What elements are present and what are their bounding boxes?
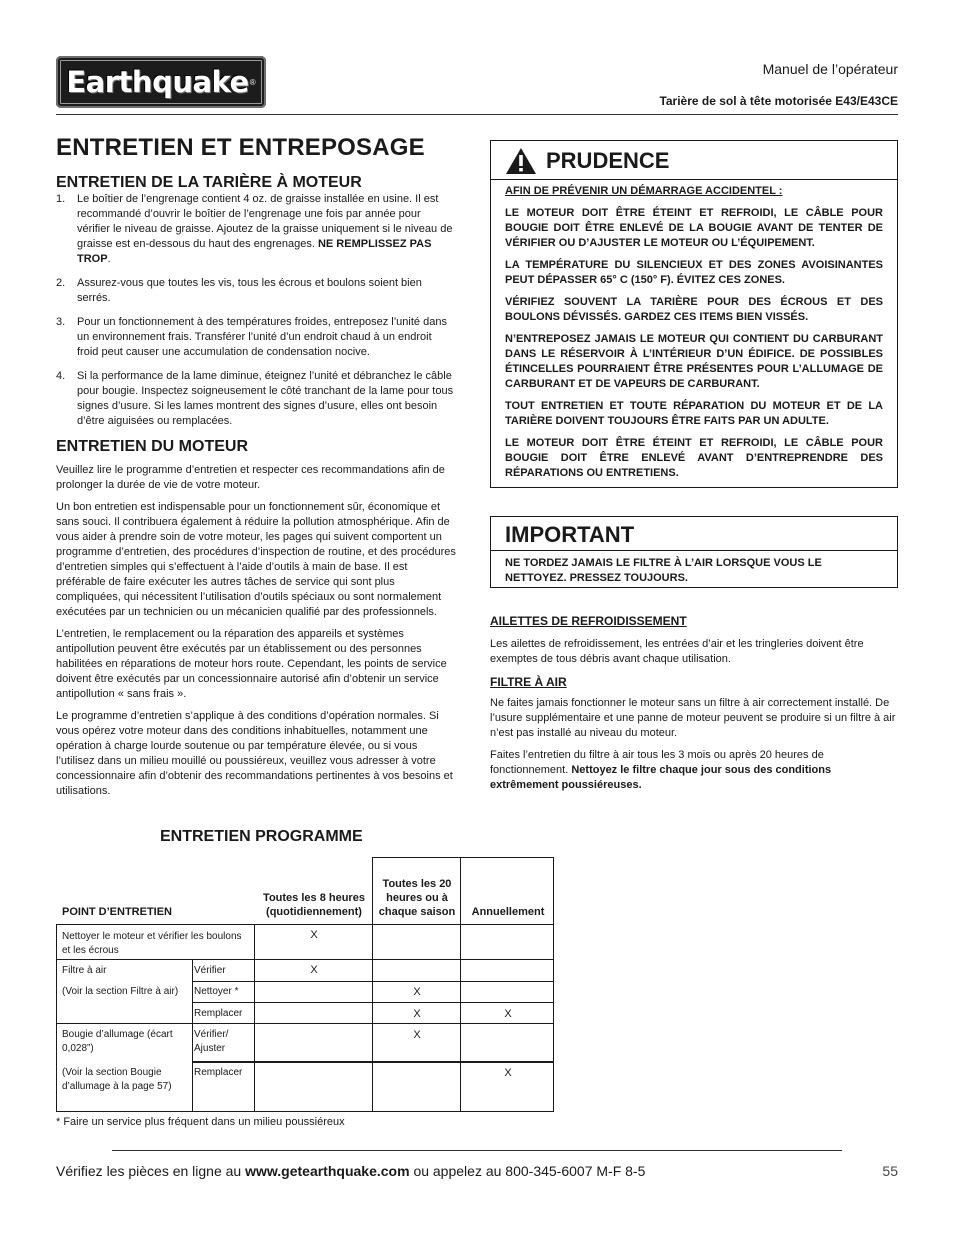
table-rule bbox=[372, 857, 373, 1112]
caution-intro: AFIN DE PRÉVENIR UN DÉMARRAGE ACCIDENTEL : bbox=[505, 185, 783, 197]
caution-paragraph: LE MOTEUR DOIT ÊTRE ÉTEINT ET REFROIDI, LE CÂBLE POUR BOUGIE DOIT ÊTRE ENLEVÉ AVANT D’ENTREPRENDRE DES RÉPARATIONS OU ENTRETIENS. bbox=[505, 437, 883, 479]
list-item: 3. Pour un fonctionnement à des températures froides, entreposez l’unité dans un environnement frais. Transférer l’unité d’un endroit chaud à un endroit froid peut causer une accumulation de condensation nocive. bbox=[56, 316, 447, 358]
mark-x: X bbox=[310, 929, 318, 941]
schedule-table bbox=[56, 857, 554, 1113]
fins-heading: AILETTES DE REFROIDISSEMENT bbox=[490, 614, 687, 628]
footer-text bbox=[56, 1163, 645, 1179]
important-text: NE TORDEZ JAMAIS LE FILTRE À L’AIR LORSQUE VOUS LE NETTOYEZ. PRESSEZ TOUJOURS. bbox=[505, 557, 822, 584]
caution-paragraph: LE MOTEUR DOIT ÊTRE ÉTEINT ET REFROIDI, LE CÂBLE POUR BOUGIE DOIT ÊTRE ENLEVÉ DE LA BOUGIE AVANT DE TENTER DE VÉRIFIER OU D’AJUSTER LE MOTEUR OU L’ÉQUIPEMENT. bbox=[505, 207, 883, 249]
page-number: 55 bbox=[882, 1163, 898, 1179]
table-rule bbox=[192, 959, 193, 1112]
caution-paragraph: LA TEMPÉRATURE DU SILENCIEUX ET DES ZONES AVOISINANTES PEUT DÉPASSER 65° C (150° F). ÉVITEZ CES ZONES. bbox=[505, 259, 883, 286]
caution-box bbox=[490, 140, 898, 488]
filter-section bbox=[490, 696, 900, 800]
mark-x: X bbox=[413, 1008, 421, 1020]
table-rule bbox=[192, 981, 554, 982]
row-spark-plug-ref: (Voir la section Bougie d’allumage à la page 57) bbox=[62, 1067, 172, 1092]
auger-heading: ENTRETIEN DE LA TARIÈRE À MOTEUR bbox=[56, 174, 362, 191]
earthquake-logo bbox=[56, 56, 266, 108]
mark-x: X bbox=[504, 1067, 512, 1079]
header-annual: Annuellement bbox=[471, 906, 545, 918]
table-footnote: * Faire un service plus fréquent dans un milieu poussiéreux bbox=[56, 1116, 345, 1128]
header-8h: Toutes les 8 heures (quotidiennement) bbox=[263, 892, 365, 918]
engine-paragraph: L’entretien, le remplacement ou la réparation des appareils et systèmes antipollution peuvent être exécutés par un établissement ou des personnes habilitées en réparations de moteur hors route. Cependant, les points de service doivent être exécutés par un concessionnaire autorisé afin d’obtenir un service antipollution « sans frais ». bbox=[56, 628, 447, 700]
caution-paragraph: VÉRIFIEZ SOUVENT LA TARIÈRE POUR DES ÉCROUS ET DES BOULONS DÉVISSÉS. GARDEZ CES ITEMS BIEN VISSÉS. bbox=[505, 296, 883, 323]
row-clean-engine: Nettoyer le moteur et vérifier les boulons et les écrous bbox=[62, 931, 242, 956]
auger-list bbox=[56, 192, 456, 429]
filter-heading: FILTRE À AIR bbox=[490, 675, 567, 689]
registered-mark-icon: ® bbox=[249, 77, 256, 87]
footer-divider bbox=[112, 1150, 842, 1151]
product-title: Tarière de sol à tête motorisée E43/E43CE bbox=[659, 94, 898, 108]
mark-x: X bbox=[310, 964, 318, 976]
engine-paragraph: Un bon entretien est indispensable pour un fonctionnement sûr, économique et sans souci. Il contribuera également à réduire la pollution atmosphérique. Afin de vous aider à prendre soin de votre moteur, les pages qui suivent comportent un programme d’entretien, des procédures d’inspection de routine, et des procédures d’entretien simples qui s’effectuent à l’aide d’outils à main de base. Il est préférable de faire exécuter les autres tâches de service qui sont plus compliquées, qui nécessitent l’utilisation d’outils spéciaux ou sont normalement exécutées par un technicien ou un mécanicien qualifié par des professionnels. bbox=[56, 501, 456, 618]
engine-heading: ENTRETIEN DU MOTEUR bbox=[56, 438, 248, 455]
task-replace-plug: Remplacer bbox=[194, 1067, 243, 1078]
manual-label: Manuel de l’opérateur bbox=[762, 61, 898, 77]
table-rule bbox=[56, 924, 554, 925]
row-air-filter-ref: (Voir la section Filtre à air) bbox=[62, 986, 179, 997]
header-20h: Toutes les 20 heures ou à chaque saison bbox=[378, 878, 456, 918]
filter-paragraph: Ne faites jamais fonctionner le moteur sans un filtre à air correctement installé. De l’usure supplémentaire et une panne de moteur peuvent se produire si un filtre à air n’est pas installé au niveau du moteur. bbox=[490, 697, 896, 739]
table-rule bbox=[553, 857, 554, 1112]
logo-text: Earthquake bbox=[66, 65, 249, 99]
table-rule bbox=[56, 924, 57, 1112]
list-item: 2. Assurez-vous que toutes les vis, tous les écrous et boulons soient bien serrés. bbox=[56, 277, 422, 304]
task-verify: Vérifier bbox=[194, 965, 226, 976]
table-rule bbox=[192, 1061, 554, 1063]
task-clean: Nettoyer * bbox=[194, 986, 239, 997]
mark-x: X bbox=[504, 1008, 512, 1020]
important-title: IMPORTANT bbox=[505, 522, 635, 547]
list-item: 4. Si la performance de la lame diminue, éteignez l’unité et débranchez le câble pour bougie. Inspectez soigneusement le côté tranchant de la lame pour tous signes d’usure. Si les lames montrent des signes d’usure, elles ont besoin d’être aiguisées ou remplacées. bbox=[56, 370, 454, 427]
fins-text: Les ailettes de refroidissement, les entrées d’air et les tringleries doivent être exemptes de tous débris avant chaque utilisation. bbox=[490, 638, 864, 665]
table-rule bbox=[372, 857, 554, 858]
footer-prefix: Vérifiez les pièces en ligne au bbox=[56, 1163, 242, 1179]
important-box bbox=[490, 516, 898, 588]
table-rule bbox=[56, 959, 554, 960]
warning-triangle-icon bbox=[505, 147, 537, 175]
table-rule bbox=[56, 1023, 554, 1024]
page-title: ENTRETIEN ET ENTREPOSAGE bbox=[56, 134, 425, 161]
schedule-title: ENTRETIEN PROGRAMME bbox=[160, 828, 363, 845]
header-divider bbox=[56, 114, 898, 115]
caution-paragraph: TOUT ENTRETIEN ET TOUTE RÉPARATION DU MOTEUR ET DE LA TARIÈRE DOIVENT TOUJOURS ÊTRE FAITS PAR UN ADULTE. bbox=[505, 400, 883, 427]
table-rule bbox=[254, 924, 255, 1112]
table-rule bbox=[192, 1002, 554, 1003]
footer-suffix: ou appelez au 800-345-6007 M-F 8-5 bbox=[413, 1163, 646, 1179]
table-rule bbox=[460, 857, 461, 1112]
footer-url-link[interactable]: www.getearthquake.com bbox=[245, 1163, 410, 1179]
mark-x: X bbox=[413, 1029, 421, 1041]
engine-section bbox=[56, 463, 456, 806]
caution-title: PRUDENCE bbox=[546, 148, 670, 173]
auger-section bbox=[56, 192, 456, 438]
list-item: 1. Le boîtier de l’engrenage contient 4 oz. de graisse installée en usine. Il est recommandé d’ouvrir le boîtier de l’engrenage une fois par année pour vérifier le niveau de graisse. Ajoutez de la graisse uniquement si le niveau de graisse est en-dessous du haut des engrenages. NE REMPLISSEZ PAS TROP. bbox=[56, 193, 453, 265]
caution-title-row bbox=[491, 141, 897, 179]
row-spark-plug: Bougie d’allumage (écart 0,028”) bbox=[62, 1029, 173, 1054]
table-rule bbox=[56, 1111, 554, 1112]
caution-paragraph: N’ENTREPOSEZ JAMAIS LE MOTEUR QUI CONTIENT DU CARBURANT DANS LE RÉSERVOIR À L’INTÉRIEUR D’UN ÉDIFICE. DE POSSIBLES ÉTINCELLES POURRAIENT ÊTRE PRÉSENTES POUR L’ALLUMAGE DE CARBURANT ET DE VAPEURS DE CARBURANT. bbox=[505, 333, 883, 390]
task-verify-adjust: Vérifier/ Ajuster bbox=[194, 1029, 229, 1054]
row-air-filter: Filtre à air bbox=[62, 965, 107, 976]
engine-paragraph: Le programme d’entretien s’applique à des conditions d’opération normales. Si vous opérez votre moteur dans des conditions inhabituelles, notamment une opération à charge lourde soutenue ou par température élevée, ou si vous l’utilisez dans un milieu mouillé ou poussiéreux, veuillez vous adresser à votre concessionnaire afin d’obtenir des recommandations pertinentes à vos besoins et utilisations. bbox=[56, 710, 453, 797]
task-replace: Remplacer bbox=[194, 1008, 243, 1019]
mark-x: X bbox=[413, 986, 421, 998]
engine-paragraph: Veuillez lire le programme d’entretien et respecter ces recommandations afin de prolonger la durée de vie de votre moteur. bbox=[56, 464, 445, 491]
filter-paragraph: Faites l’entretien du filtre à air tous les 3 mois ou après 20 heures de fonctionnement. Nettoyez le filtre chaque jour sous des conditions extrêmement poussiéreuses. bbox=[490, 749, 832, 791]
caution-body bbox=[491, 180, 897, 481]
header-item: POINT D’ENTRETIEN bbox=[62, 906, 173, 918]
